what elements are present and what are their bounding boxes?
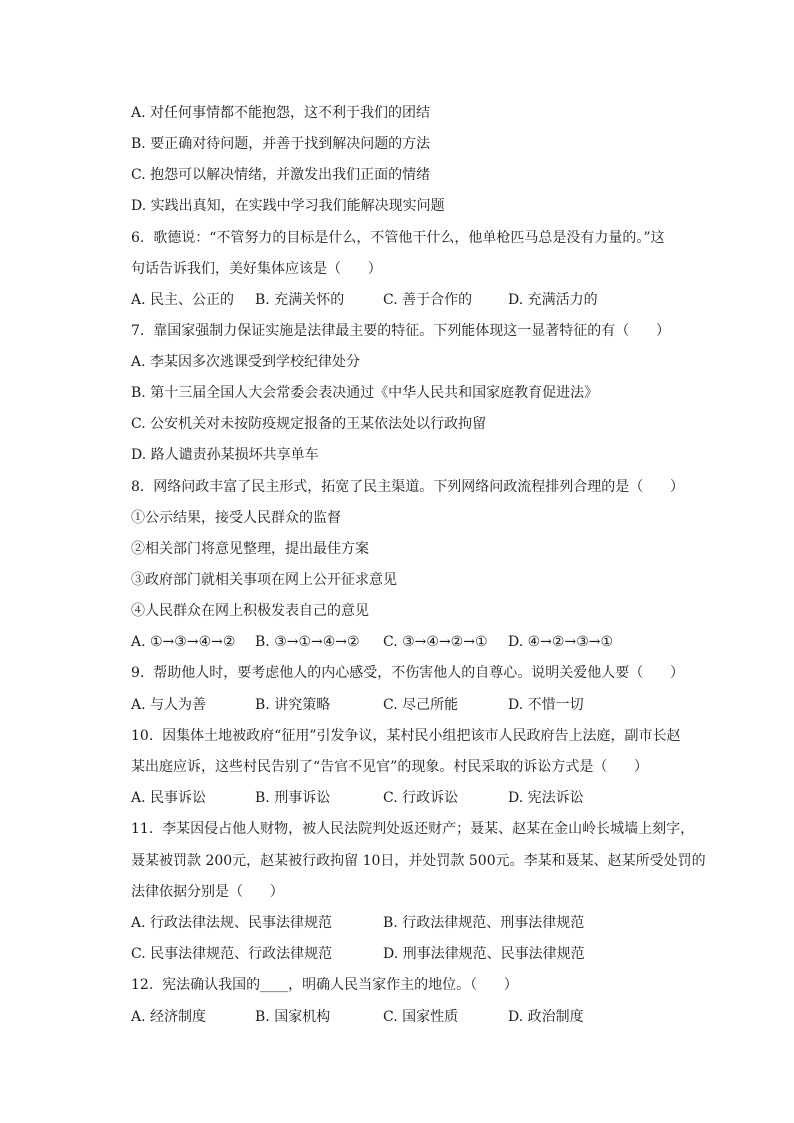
q6-option-c: C. 善于合作的 <box>383 292 473 308</box>
q8-item-3: ③政府部门就相关事项在网上公开征求意见 <box>131 572 397 588</box>
q9-option-b: B. 讲究策略 <box>255 697 331 713</box>
q8-option-b: B. ③→①→④→② <box>255 634 360 650</box>
q9-option-c: C. 尽己所能 <box>383 697 459 713</box>
q8-option-c: C. ③→④→②→① <box>383 634 488 650</box>
q8-item-2: ②相关部门将意见整理，提出最佳方案 <box>131 541 369 557</box>
q5-option-a: A. 对任何事情都不能抱怨，这不利于我们的团结 <box>131 105 431 121</box>
q12-option-d: D. 政治制度 <box>508 1009 584 1025</box>
q10-option-c: C. 行政诉讼 <box>383 790 459 806</box>
q5-option-d: D. 实践出真知，在实践中学习我们能解决现实问题 <box>131 198 445 214</box>
q11-option-a: A. 行政法律法规、民事法律规范 <box>131 915 333 931</box>
q6-option-b: B. 充满关怀的 <box>255 292 345 308</box>
q10-option-b: B. 刑事诉讼 <box>255 790 331 806</box>
q6-option-a: A. 民主、公正的 <box>131 292 235 308</box>
q6-option-d: D. 充满活力的 <box>508 292 598 308</box>
q6-stem-line1: 6. 歌德说：“不管努力的目标是什么，不管他干什么，他单枪匹马总是没有力量的。”这 <box>131 230 665 246</box>
q11-stem-line1: 11. 李某因侵占他人财物，被人民法院判处返还财产；聂某、赵某在金山岭长城墙上刻字， <box>131 821 695 837</box>
q10-option-a: A. 民事诉讼 <box>131 790 207 806</box>
q5-option-b: B. 要正确对待问题，并善于找到解决问题的方法 <box>131 136 431 152</box>
q10-stem-line1: 10. 因集体土地被政府“征用”引发争议，某村民小组把该市人民政府告上法庭，副市长赵 <box>131 728 681 744</box>
q12-option-c: C. 国家性质 <box>383 1009 459 1025</box>
q11-stem-line3: 法律依据分别是（ ） <box>131 884 284 900</box>
q11-option-c: C. 民事法律规范、行政法律规范 <box>131 946 333 962</box>
q7-stem: 7. 靠国家强制力保证实施是法律最主要的特征。下列能体现这一显著特征的有（ ） <box>131 323 670 339</box>
q12-option-b: B. 国家机构 <box>255 1009 331 1025</box>
q9-option-d: D. 不惜一切 <box>508 697 584 713</box>
q10-stem-line2: 某出庭应诉，这些村民告别了“告官不见官”的现象。村民采取的诉讼方式是（ ） <box>131 759 649 775</box>
q8-stem: 8. 网络问政丰富了民主形式，拓宽了民主渠道。下列网络问政流程排列合理的是（ ） <box>131 479 684 495</box>
q7-option-b: B. 第十三届全国人大会常委会表决通过《中华人民共和国家庭教育促进法》 <box>131 385 599 401</box>
q6-stem-line2: 句话告诉我们，美好集体应该是（ ） <box>131 261 382 277</box>
q11-option-d: D. 刑事法律规范、民事法律规范 <box>383 946 585 962</box>
q7-option-d: D. 路人谴责孙某损坏共享单车 <box>131 447 319 463</box>
q8-item-1: ①公示结果，接受人民群众的监督 <box>131 510 341 526</box>
q9-stem: 9. 帮助他人时，要考虑他人的内心感受，不伤害他人的自尊心。说明关爱他人要（ ） <box>131 665 684 681</box>
q8-option-a: A. ①→③→④→② <box>131 634 236 650</box>
q7-option-a: A. 李某因多次逃课受到学校纪律处分 <box>131 354 361 370</box>
q11-option-b: B. 行政法律规范、刑事法律规范 <box>383 915 585 931</box>
q10-option-d: D. 宪法诉讼 <box>508 790 584 806</box>
q5-option-c: C. 抱怨可以解决情绪，并激发出我们正面的情绪 <box>131 167 431 183</box>
q8-item-4: ④人民群众在网上积极发表自己的意见 <box>131 603 369 619</box>
q9-option-a: A. 与人为善 <box>131 697 207 713</box>
q7-option-c: C. 公安机关对未按防疫规定报备的王某依法处以行政拘留 <box>131 416 487 432</box>
q11-stem-line2: 聂某被罚款 200元，赵某被行政拘留 10日，并处罚款 500元。李某和聂某、赵某所受处罚的 <box>131 853 706 869</box>
q12-option-a: A. 经济制度 <box>131 1009 207 1025</box>
q12-stem: 12. 宪法确认我国的____，明确人民当家作主的地位。（ ） <box>131 977 518 993</box>
q8-option-d: D. ④→②→③→① <box>508 634 614 650</box>
